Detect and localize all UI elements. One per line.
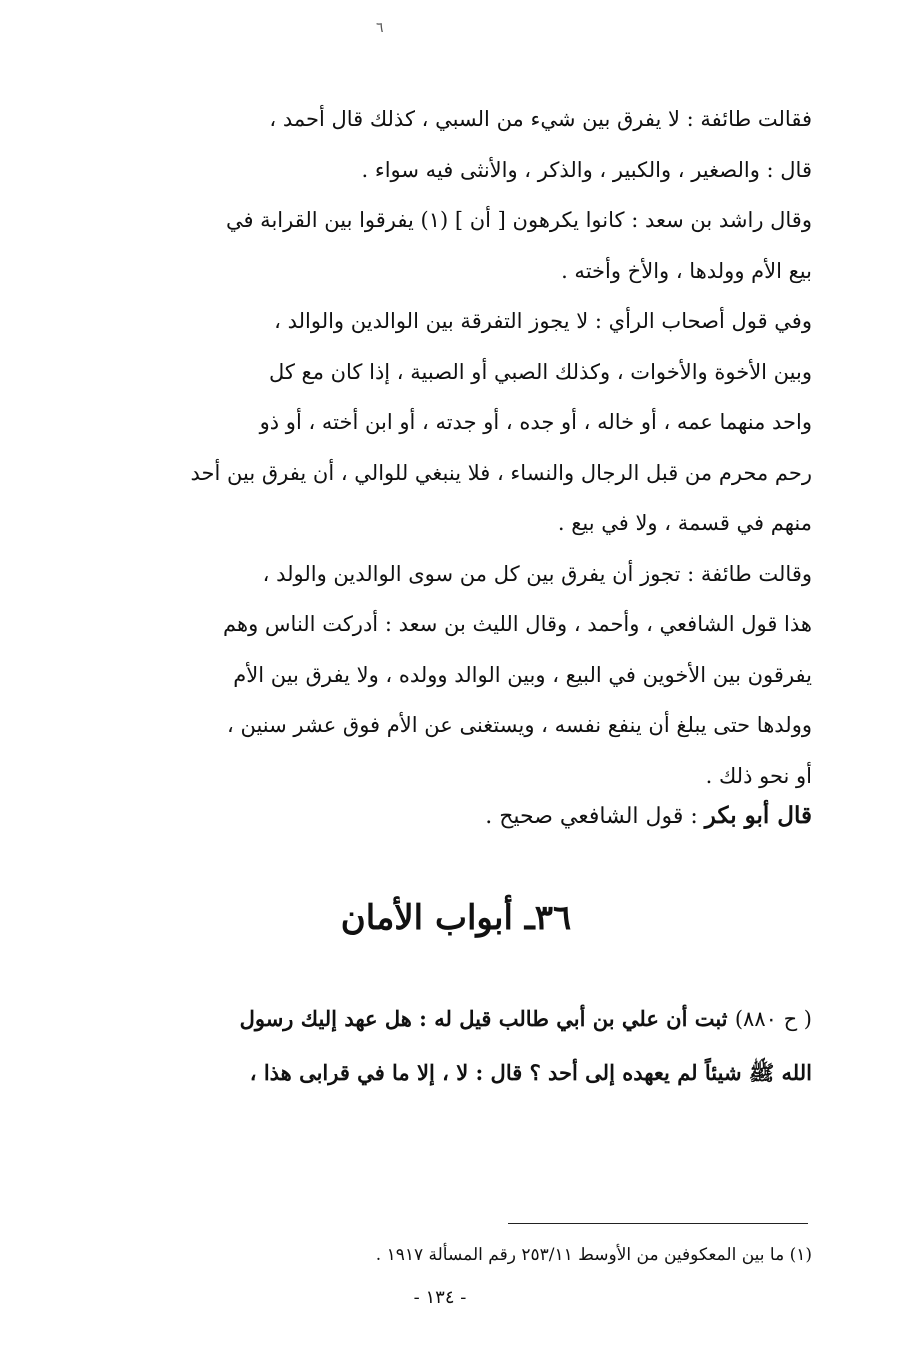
text-line: رحم محرم من قبل الرجال والنساء ، فلا ينبغي للوالي ، أن يفرق بين أحد — [190, 460, 812, 485]
top-mark: ٦ — [376, 20, 384, 36]
text-line: قال : والصغير ، والكبير ، والذكر ، والأنثى فيه سواء . — [361, 157, 812, 182]
footnote-divider — [508, 1223, 808, 1224]
conclusion-text: : قول الشافعي صحيح . — [485, 804, 698, 829]
hadith-number: ( ح ٨٨٠) — [734, 1007, 812, 1031]
hadith-line-2: الله ﷺ شيئاً لم يعهده إلى أحد ؟ قال : لا ، إلا ما في قرابى هذا ، — [249, 1060, 812, 1085]
text-line: فقالت طائفة : لا يفرق بين شيء من السبي ، كذلك قال أحمد ، — [269, 107, 812, 131]
text-line: وبين الأخوة والأخوات ، وكذلك الصبي أو الصبية ، إذا كان مع كل — [268, 359, 812, 384]
text-line: منهم في قسمة ، ولا في بيع . — [557, 511, 812, 535]
hadith-block — [100, 992, 812, 1099]
hadith-line-1 — [100, 992, 812, 1046]
text-line: أو نحو ذلك . — [705, 763, 812, 788]
paragraph-2 — [100, 195, 812, 296]
text-line: وقالت طائفة : تجوز أن يفرق بين كل من سوى الوالدين والولد ، — [262, 561, 812, 586]
text-line: وولدها حتى يبلغ أن ينفع نفسه ، ويستغنى عن الأم فوق عشر سنين ، — [227, 713, 812, 737]
text-line: يفرقون بين الأخوين في البيع ، وبين الوالد وولده ، ولا يفرق بين الأم — [233, 662, 812, 687]
text-line: هذا قول الشافعي ، وأحمد ، وقال الليث بن سعد : أدركت الناس وهم — [223, 612, 812, 636]
text-line: وفي قول أصحاب الرأي : لا يجوز التفرقة بين الوالدين والوالد ، — [274, 309, 812, 333]
page-number: - ١٣٤ - — [413, 1287, 467, 1308]
text-line: واحد منهما عمه ، أو خاله ، أو جده ، أو جدته ، أو ابن أخته ، أو ذو — [259, 410, 812, 434]
paragraph-1 — [100, 94, 812, 195]
conclusion-speaker: قال أبو بكر — [704, 802, 812, 829]
text-line: وقال راشد بن سعد : كانوا يكرهون [ أن ] (١) يفرقوا بين القرابة في — [225, 208, 812, 232]
body-text — [100, 94, 812, 801]
footnote: (١) ما بين المعكوفين من الأوسط ٢٥٣/١١ رقم المسألة ١٩١٧ . — [375, 1245, 812, 1265]
hadith-text-1: ثبت أن علي بن أبي طالب قيل له : هل عهد إليك رسول — [239, 1006, 728, 1031]
paragraph-3 — [100, 296, 812, 549]
chapter-title: ٣٦ـ أبواب الأمان — [340, 898, 572, 938]
paragraph-4 — [100, 549, 812, 802]
conclusion-line — [100, 794, 812, 839]
text-line: بيع الأم وولدها ، والأخ وأخته . — [561, 258, 812, 283]
